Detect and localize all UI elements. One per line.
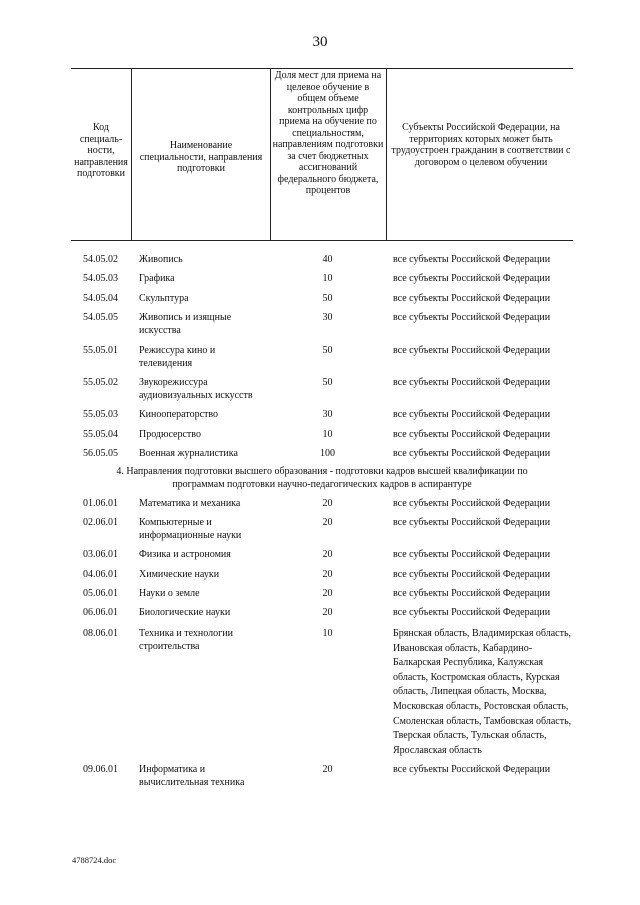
row-code: 06.06.01: [83, 607, 118, 618]
row-subjects: все субъекты Российской Федерации: [393, 254, 551, 265]
row-subjects: все субъекты Российской Федерации: [393, 549, 551, 560]
row-code: 08.06.01: [83, 628, 118, 639]
row-name: Науки о земле: [139, 588, 200, 599]
row-code: 55.05.03: [83, 409, 118, 420]
row-name: Скульптура: [139, 293, 189, 304]
row-code: 04.06.01: [83, 569, 118, 580]
row-subjects: все субъекты Российской Федерации: [393, 588, 551, 599]
row-name: Физика и астрономия: [139, 549, 231, 560]
row-subjects: все субъекты Российской Федерации: [393, 293, 551, 304]
row-name: Биологические науки: [139, 607, 231, 618]
row-subjects: все субъекты Российской Федерации: [393, 764, 551, 775]
row-code: 54.05.03: [83, 273, 118, 284]
row-share: 20: [322, 607, 333, 618]
row-share: 50: [322, 377, 333, 388]
row-subjects: все субъекты Российской Федерации: [393, 273, 551, 284]
row-code: 03.06.01: [83, 549, 118, 560]
row-subjects: все субъекты Российской Федерации: [393, 409, 551, 420]
row-name: Военная журналистика: [139, 448, 238, 459]
row-subjects: Брянская область, Владимирская область, Ивановская область, Кабардино-Балкарская Республика, Калужская область, Костромская область, Курская область, Липецкая область, Москва, Московская область, Ростовская область, Смоленская область, Тамбовская область, Тверская область, Тульская область, Ярославская область: [393, 628, 572, 756]
row-share: 30: [322, 312, 333, 323]
row-code: 01.06.01: [83, 498, 118, 509]
row-share: 20: [322, 498, 333, 509]
row-subjects: все субъекты Российской Федерации: [393, 429, 551, 440]
header-subjects: Субъекты Российской Федерации, на территориях которых может быть трудоустроен гражданин в соответствии с договором о целевом обучении: [391, 122, 571, 168]
row-name: Графика: [139, 273, 175, 284]
row-code: 54.05.05: [83, 312, 118, 323]
row-code: 54.05.04: [83, 293, 118, 304]
row-subjects: все субъекты Российской Федерации: [393, 345, 551, 356]
row-subjects: все субъекты Российской Федерации: [393, 448, 551, 459]
row-code: 05.06.01: [83, 588, 118, 599]
row-subjects: все субъекты Российской Федерации: [393, 312, 551, 323]
section-heading: 4. Направления подготовки высшего образования - подготовки кадров высшей квалификации по программам подготовки научно-педагогических кадров в аспирантуре: [116, 466, 528, 490]
row-name: Кинооператорство: [139, 409, 219, 420]
row-subjects: все субъекты Российской Федерации: [393, 498, 551, 509]
row-name: Математика и механика: [139, 498, 241, 509]
row-name: Компьютерные и информационные науки: [139, 517, 242, 541]
row-code: 55.05.04: [83, 429, 118, 440]
row-subjects: все субъекты Российской Федерации: [393, 377, 551, 388]
header-code: Код специаль-ности, направления подготовки: [74, 122, 128, 179]
row-name: Химические науки: [139, 569, 220, 580]
row-code: 09.06.01: [83, 764, 118, 775]
table-header-bottom-rule: [71, 240, 573, 241]
row-subjects: все субъекты Российской Федерации: [393, 517, 551, 528]
row-subjects: все субъекты Российской Федерации: [393, 569, 551, 580]
row-share: 20: [322, 588, 333, 599]
row-code: 55.05.01: [83, 345, 118, 356]
row-subjects: все субъекты Российской Федерации: [393, 607, 551, 618]
row-share: 20: [322, 517, 333, 528]
row-name: Живопись и изящные искусства: [139, 312, 232, 336]
row-name: Техника и технологии строительства: [139, 628, 233, 652]
table-top-rule: [71, 68, 573, 69]
header-share: Доля мест для приема на целевое обучение в общем объеме контрольных цифр приема на обучение по специальностям, направлениям подготовки за счет бюджетных ассигнований федерального бюджета, процентов: [272, 70, 384, 196]
row-share: 20: [322, 549, 333, 560]
row-share: 40: [322, 254, 333, 265]
row-code: 55.05.02: [83, 377, 118, 388]
row-code: 56.05.05: [83, 448, 118, 459]
header-name: Наименование специальности, направления подготовки: [139, 140, 263, 174]
row-share: 20: [322, 764, 333, 775]
row-code: 02.06.01: [83, 517, 118, 528]
row-name: Звукорежиссура аудиовизуальных искусств: [139, 377, 253, 401]
row-name: Режиссура кино и телевидения: [139, 345, 216, 369]
row-share: 20: [322, 569, 333, 580]
column-divider: [131, 68, 132, 240]
row-share: 10: [322, 273, 333, 284]
row-share: 10: [322, 429, 333, 440]
row-share: 30: [322, 409, 333, 420]
row-share: 100: [320, 448, 335, 459]
row-share: 10: [322, 628, 333, 639]
page-number: 30: [312, 34, 328, 50]
column-divider: [270, 68, 271, 240]
row-share: 50: [322, 345, 333, 356]
footer-filename: 4788724.doc: [72, 855, 117, 865]
row-share: 50: [322, 293, 333, 304]
column-divider: [386, 68, 387, 240]
row-name: Информатика и вычислительная техника: [139, 764, 245, 788]
row-name: Живопись: [139, 254, 183, 265]
row-name: Продюсерство: [139, 429, 201, 440]
row-code: 54.05.02: [83, 254, 118, 265]
